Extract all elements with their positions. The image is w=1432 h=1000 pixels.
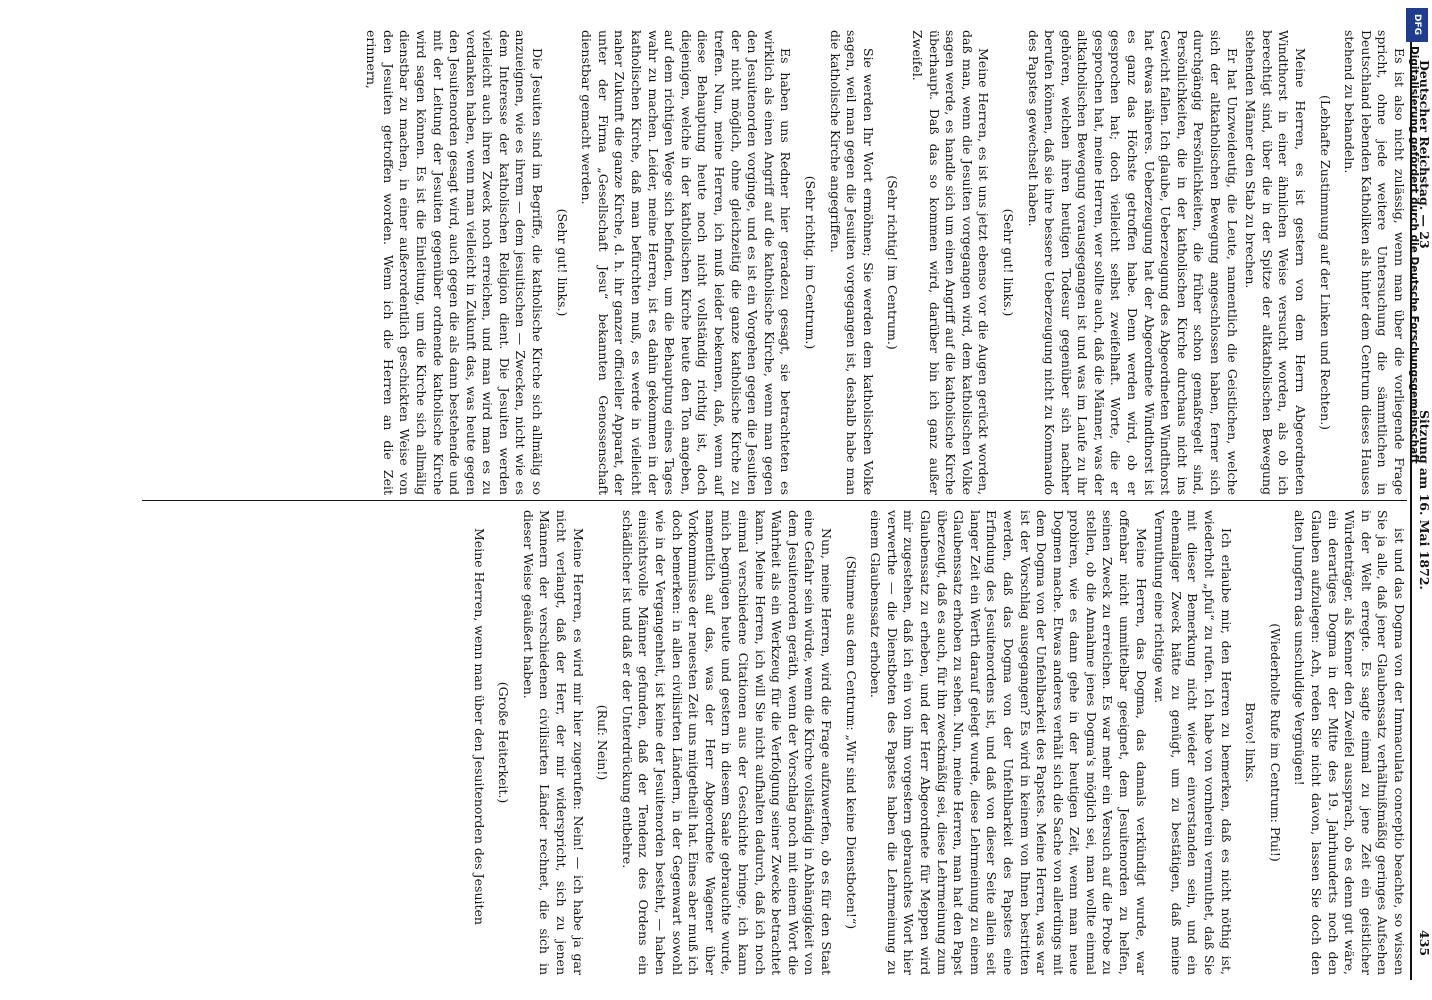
interjection: (Große Heiterkeit.) [496,681,512,804]
column-divider [142,500,1407,501]
paragraph: Die Jesuiten sind im Begriffe, die katholische Kirche sich allmälig so anzueignen, wie es ihrem — dem jesuitischen — Zwecken, nicht wie es dem Interesse der katholischen Religion dient. Die Jesuiten werden vielleicht auch ihren Zweck noch erreichen, und man wird man es zu verdanken haben, wenn man vielleicht in Zukunft das, was heute gegen den Jesuitenorden gesagt wird, auch gegen die als dann bestehende und mit der Leitung der Jesuiten gegenüber ordnende katholische Kirche wird sagen können. Es ist die Einleitung, um die Kirche sich allmälig dienstbar zu machen, in einer außerordentlich geschickten Weise von den Jesuiten getroffen worden. Wenn ich die Herren an die Zeit erinnern, [364,30,546,495]
paragraph: Meine Herren, es wird mir hier zugerufen: Nein! — ich habe ja gar nicht verlangt, daß der Herr, der mir widerspricht, sich zu jenen Männern der verschiedenen civilisirten Länder rechnet, die sich in dieser Weise geäußert haben. [520,510,586,975]
interjection: Bravo! links. [1243,702,1259,783]
funding-note: Digitalisierung gefördert durch die Deutsche Forschungsgemeinschaft [1408,46,1420,464]
page-number: 435 [1417,930,1432,957]
paragraph: Meine Herren, das Dogma, das damals verkündigt wurde, war offenbar nicht unmittelbar geeignet, dem Jesuitenorden zu helfen, seinen Zweck zu erreichen. Es war mehr ein Versuch auf die Probe zu stellen, ob die Annahme jenes Dogma's möglich sei, man wollte einmal probiren, wie es dann gehe in der heutigen Zeit, wenn man neue Dogmen mache. Etwas anderes verhält sich die Sache von allerdings mit dem Dogma von der Unfehlbarkeit des Papstes. Meine Herren, was war ist der Vorschlag ausgegangen? Es wird in keinem von Ihnen bestritten werden, daß das Dogma von der Unfehlbarkeit des Papstes eine Erfindung des Jesuitenordens ist, und daß von dieser Seite allein seit langer Zeit ein Werth darauf gelegt wurde, diese Lehrmeinung zu einem Glaubenssatz erhoben zu sehen. Nun, meine Herren, man hat den Papst überzeugt, daß es auch, für ihn zweckmäßig sei, diese Lehrmeinung zum Glaubenssatz zu erheben, und der Herr Abgeordnete für Meppen wird mir zugestehen, daß ich ein von ihm vorgestern gebrauchtes Wort hier verwerthe — die Dienstboten des Papstes haben die Lehrmeinung zu einem Glaubenssatz erhoben. [868,510,1149,975]
header-center: Sitzung am 16. Mai 1872. [1417,410,1432,590]
paragraph: Es haben uns Redner hier geradezu gesagt, sie betrachteten es wirklich als einen Angriff auf die katholische Kirche, wenn man gegen den Jesuitenorden vorginge, und es ist ein Vorgehen gegen die Jesuiten der nicht möglich, ohne gleichzeitig die ganze katholische Kirche zu treffen. Nun, meine Herren, ich muß leider bekennen, daß, wenn auf diese Behauptung heute noch nicht vollständig richtig ist, doch diejenigen, welche in der katholischen Kirche heute den Ton angeben, auf dem richtigen Wege sich befinden, um die Behauptung eines Tages wahr zu machen. Leider, meine Herren, ist es dahin gekommen in der katholischen Kirche, daß man befürchten muß, es werde in vielleicht naher Zukunft die ganze Kirche, d. h. ihr ganzer officieller Apparat, der unter der Firma „Gesellschaft Jesu“ bekannten Genossenschaft dienstbar gemacht werden. [579,30,794,495]
interjection: (Lebhafte Zustimmung auf der Linken und Rechten.) [1317,94,1333,431]
left-column [361,30,1407,495]
paragraph: Sie werden Ihr Wort ermöhnen; Sie werden dem katholischen Volke sagen, weil man gegen die Jesuiten vorgegangen ist, deshalb habe man die katholische Kirche angegriffen. [827,30,876,495]
paragraph: Ich erlaube mir, den Herren zu bemerken, daß es nicht nöthig ist, wiederholt „pfui“ zu rufen. Ich habe von vornherein vermuthet, daß Sie mit dieser Bemerkung nicht wieder einverstanden sein, und ein ehemaliger Zweck hätte zu genügt, um zu bestätigen, daß meine Vermuthung eine richtige war. [1152,510,1234,975]
interjection: (Sehr richtig! im Centrum.) [885,175,901,350]
paragraph: Nun, meine Herren, wird die Frage aufzuwerfen, ob es für den Staat eine Gefahr sein würde, wenn die Kirche vollständig in Abhängigkeit von dem Jesuitenorden geräth, wenn der Vorschlag noch mit einem Wort die Wahrheit als ein Werkzeug für die Verfolgung seiner Zwecke betrachtet kann. Meine Herren, ich will Sie nicht aufhalten dadurch, daß ich noch einmal verschiedene Citationen aus der Geschichte bringe, ich kann mich begnügen heute und gestern in diesem Saale gebrauchte wurde, namentlich auf das, was der Herr Abgeordnete Wagener über Vorkommnisse der neuesten Zeit uns mitgetheilt hat. Eines aber muß ich doch bemerken: in allen civilisirten Ländern, in der Gegenwart sowohl wie in der Vergangenheit, ist keine der Jesuitenorden besteht, — haben einsichtsvolle Männer gefunden, daß der Tendenz des Ordens ein schädlicher ist und daß er der Unterdrückung entbehre. [619,510,834,975]
interjection: (Ruf: Nein!) [595,704,611,781]
dfg-sidebar [1404,8,1430,1000]
header-left: Deutscher Reichstag. — 23 [1417,60,1432,249]
dfg-logo: DFG [1406,8,1428,42]
paragraph: Meine Herren, es ist gestern von dem Herrn Abgeordneten Windthorst in einer ähnlichen Weise versucht worden, als ob ich berechtigt sind, über die in der Spitze der altkatholischen Bewegung stehenden Männer den Stab zu brechen. [1243,30,1309,495]
paragraph: Meine Herren, wenn man über den Jesuitenorden des Jesuiten [471,528,487,925]
paragraph: Es ist also nicht zulässig, wenn man über die vorliegende Frage spricht, ohne jede weitere Untersuchung die sämmtlichen in Deutschland lebenden Katholiken als hinter dem Centrum dieses Hauses stehend zu behandeln. [1342,30,1407,495]
interjection: (Sehr richtig. im Centrum.) [803,175,818,350]
paragraph: Er hat Unzweideutig, die Leute, namentlich die Geistlichen, welche sich der altkatholischen Bewegung angeschlossen haben, ferner sich durchgängig Persönlichkeiten, die früher schon gemaßregelt sind, Persönlichkeiten, die in der katholischen Kirche durchaus nicht ins Gewicht fallen. Ich glaube, Ueberzeugung des Abgeordneten Windthorst hat etwas näheres. Ueberzeugung hat der Abgeordnete Windthorst ist es ganz das Höchste getroffen habe. Denn werden wird, ob er gesprochen hat; doch vielleicht selbst zweifelhaft. Worte, die er gesprochen hat, meine Herren, wer sollte auch, daß die Männer, was der altkatholischen Bewegung vorausgegangen ist und was im Laufe zu ihr gehören, welchen ihren heutigen Todesur gegenüber sich nachher berufen können, daß sie ihre bessere Ueberzeugung nicht zu Kommando des Papstes gewechselt haben. [1025,30,1240,495]
interjection: (Sehr gut! links.) [554,208,570,317]
interjection: (Wiederholte Rufe im Centrum: Pfui!) [1267,623,1283,862]
paragraph: Meine Herren, es ist uns jetzt ebenso vor die Augen gerückt worden, daß man, wenn die Jesuiten vorgegangen wird, dem katholischen Volke sagen werde, es handle sich um einen Angriff auf die katholische Kirche überhaupt. Daß das so kommen wird, darüber bin ich ganz außer Zweifel. [909,30,992,495]
interjection: (Sehr gut! links.) [1000,208,1016,317]
paragraph: ist und das Dogma von der Immaculata conceptio beachte, so wissen Sie ja alle, daß jener Glaubenssatz verhältnißmäßig geringes Aufsehen in der Welt erregte. Es sagte einmal zu jene Zeit ein geistlicher Würdenträger, als Kenner den Zweifel aussprach, ob es denn gut wäre, ein derartiges Dogma in der Mitte des 19. Jahrhunderts noch den Glauben aufzulegen: Ach, reden Sie nicht davon, lassen Sie doch den alten Jungfern das unschuldige Vergnügen! [1292,510,1407,975]
interjection: (Stimme aus dem Centrum: „Wir sind keine Dienstboten!“) [843,555,859,930]
right-column [468,510,1407,975]
